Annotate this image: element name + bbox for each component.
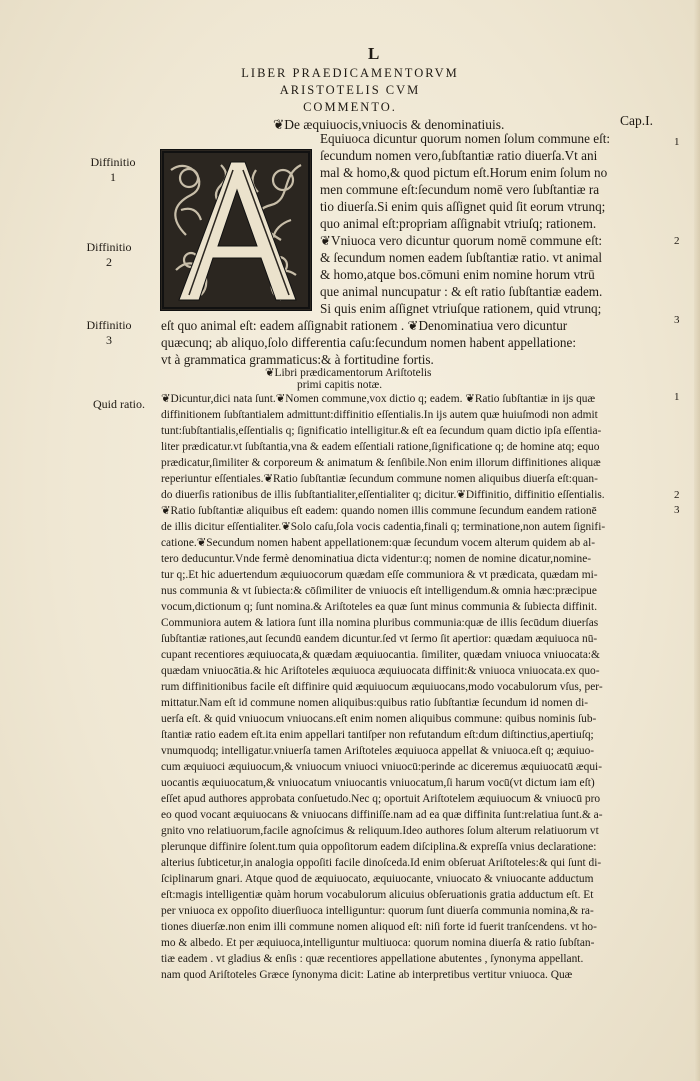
commentary-line: eſt:magis intelligentiæ quàm horum vocabulorum alicuius obſeruationis gratia adductum eſt. Et — [161, 889, 594, 901]
commentary-line: uerſa eſt. & quid vniuocum vniuocans.eſt enim nomen aliquibus commune: quibus nominis ſub- — [161, 713, 597, 725]
commentary-line: tero deducuntur.Vnde fermè denominatiua dicta videntur:q; nomen de nomine dicatur,nomine- — [161, 553, 592, 565]
commentary-line: nus communia & vt ſubiecta:& cōſimiliter de vniuocis eſt intelligendum.& omnia hæc:præcipue — [161, 585, 597, 597]
margin-note-number: 3 — [106, 333, 112, 347]
margin-note-diffinitio-1 — [78, 155, 148, 185]
floral-initial-icon — [161, 150, 311, 310]
commentary-line: reperiuntur eſſentiales.❦Ratio ſubſtantiæ ſecundum commune nomen aliquibus diuerſa eſt:quan- — [161, 473, 598, 485]
main-text-line: Equiuoca dicuntur quorum nomen ſolum commune eſt: — [320, 131, 611, 146]
commentary-line: ſubſtantiæ rationes,aut ſecundū eandem dicuntur.ſed vt ſermo ſit apertior: quædam æquiuoca nū- — [161, 633, 598, 645]
commentary-line: ſtantiæ ratio eadem eſt.ita enim appellari tantiſper non refutandum eſt:dum diſtinctius,apertiuſq; — [161, 729, 594, 741]
commentary-line: liter prædicatur.vt ſubſtantia,vna & eadem eſſentiali ratione,ſignificatione q; de homine atq; equo — [161, 441, 600, 453]
main-text-line: & homo,atque bos.cōmuni enim nomine horum vtrū — [320, 267, 595, 282]
main-text-line: tio diuerſa.Si enim quis aſſignet quid ſit eorum vtrunq; — [320, 199, 606, 214]
commentary-line: Communiora autem & latiora ſunt illa nomina pluribus communia:quæ de illis ſecūdum diuerſas — [161, 617, 599, 629]
commentary-line: ❦Dicuntur,dici nata ſunt.❦Nomen commune,vox dictio q; eadem. ❦Ratio ſubſtantiæ in ijs quæ — [161, 393, 596, 405]
commentary-line: mo & albedo. Et per æquiuoca,intelliguntur multiuoca: quorum nomina diuerſa & ratio ſubſtan- — [161, 937, 595, 949]
margin-note-text: Diffinitio — [86, 240, 132, 254]
right-margin-number: 2 — [674, 235, 680, 247]
commentary-line: nam quod Ariſtoteles Græce ſynonyma dicit: Latine ab interpretibus vertitur vniuoca. Quæ — [161, 969, 573, 981]
main-text-line: que animal nuncupatur : & eſt ratio ſubſtantiæ eadem. — [320, 284, 603, 299]
right-margin-number: 1 — [674, 136, 680, 148]
commentary-line: quædam vniuocātia.& hic Ariſtoteles æquiuoca æquiuocata diffinit:& vniuoca vniuocata.ex quo- — [161, 665, 600, 677]
right-margin-number: 3 — [674, 314, 680, 326]
commentary-line: uocantis æquiuocatum,& vniuocatum vniuocantis vniuocatum,ſi harum vocū(vt dictum iam eſt) — [161, 777, 595, 789]
commentary-line: mittatur.Nam eſt id commune nomen aliquibus:quibus ratio ſubſtantiæ ſecundum id nomen di- — [161, 697, 589, 709]
commentary-line: alterius ſubticetur,in analogia oppoſiti facile dinoſceda.Id enim obſeruat Ariſtoteles:& qui ſunt di- — [161, 857, 602, 869]
book-title-line-2: ARISTOTELIS CVM — [279, 83, 421, 97]
decorated-initial-letter — [160, 149, 312, 311]
commentary-line: eſſet apud authores approbata conſuetudo.Nec q; oportuit Ariſtotelem æquiuocum & vniuocū pro — [161, 793, 601, 805]
commentary-line: tunt:ſubſtantialis,eſſentialis q; ſignificatio intelligitur.& eſt ea ſecundum quam dictio ipſa eſſentia- — [161, 425, 602, 437]
commentary-line: tiæ eadem . vt gladius & enſis : quæ recentiores appellatione abutentes , ſynonyma appellant. — [161, 953, 584, 965]
main-text-line: quo animal eſt:propriam aſſignabit vtriuſq; rationem. — [320, 216, 597, 231]
commentary-line: diffinitionem ſubſtantialem admittunt:diffinitio eſſentialis.In ijs autem quæ huiuſmodi non admit — [161, 409, 598, 421]
chapter-number: Cap.I. — [620, 113, 653, 128]
margin-note-number: 2 — [106, 255, 112, 269]
right-margin-number: 3 — [674, 504, 680, 516]
commentary-line: ❦Ratio ſubſtantiæ aliquibus eſt eadem: quando nomen illis commune ſecundum eandem rationē — [161, 505, 597, 517]
main-text-line: vt à grammatica grammaticus:& à fortitudine fortis. — [161, 352, 434, 367]
commentary-line: per vniuoca ex oppoſito diuerſiuoca intelliguntur: quorum ſunt diuerſa communia nomina,& ra- — [161, 905, 594, 917]
right-margin-number: 2 — [674, 489, 680, 501]
margin-note-number: 1 — [110, 170, 116, 184]
commentary-line: plerunque diffinire ſolent.tum quia oppoſitorum eadem diſciplina.& expreſſa vnius declaratione: — [161, 841, 597, 853]
main-text-line: ſecundum nomen vero,ſubſtantiæ ratio diuerſa.Vt ani — [320, 148, 598, 163]
page-edge — [694, 0, 700, 1081]
commentary-title-line-1: ❦Libri prædicamentorum Ariſtotelis — [265, 367, 432, 379]
main-text-line: men commune eſt:ſecundum nomē vero ſubſtantiæ ra — [320, 182, 600, 197]
main-text-line: & ſecundum nomen eadem ſubſtantiæ ratio. vt animal — [320, 250, 602, 265]
book-title-line-3: COMMENTO. — [303, 100, 397, 114]
commentary-line: eo quod vocant æquiuocans & vniuocans diffiniſſe.nam ad ea quæ diffinita ſunt:relatiua ſunt.& a- — [161, 809, 603, 821]
commentary-line: catione.❦Secundum nomen habent appellationem:quæ ſecundum vocem alterum quidem ab al- — [161, 537, 596, 549]
margin-note-diffinitio-3 — [74, 318, 144, 348]
commentary-line: tiones diuerſæ.non enim illi commune nomen aliquod eſt: niſi forte id fuerit tranſcendens. vt ho- — [161, 921, 597, 933]
book-title-line-1: LIBER PRAEDICAMENTORVM — [241, 66, 459, 80]
margin-note-text: Diffinitio — [86, 318, 132, 332]
commentary-title-line-2: primi capitis notæ. — [297, 379, 383, 391]
margin-note-text: Quid ratio. — [93, 397, 145, 411]
main-text-line: Si quis enim aſſignet vtriuſque rationem, quid vtrunq; — [320, 301, 602, 316]
folio-letter: L — [368, 44, 380, 63]
commentary-line: de illis dicitur eſſentialiter.❦Solo caſu,ſola vocis cadentia,finali q; terminatione,non autem ſignifi- — [161, 521, 606, 533]
commentary-line: ſciplinarum gnari. Atque quod de æquiuocato, æquiuocante, vniuocato & vniuocante adductum — [161, 873, 594, 885]
margin-note-text: Diffinitio — [90, 155, 136, 169]
main-text-line: ❦Vniuoca vero dicuntur quorum nomē commune eſt: — [320, 233, 603, 248]
commentary-line: cupant recentiores æquiuocata,& quædam æquiuocantia. ſimiliter, quædam vniuoca vniuocata:& — [161, 649, 600, 661]
commentary-line: rum diffinitionibus facile eſt diffinire quid æquiuocum æquiuocans,modo vocabulorum vſus, per- — [161, 681, 603, 693]
commentary-line: vnumquodq; intelligatur.vniuerſa tamen Ariſtoteles æquiuoca appellat & vniuoca.eſt q; æquiuo- — [161, 745, 595, 757]
commentary-line: prædicatur,ſimiliter & corporeum & animatum & ſenſibile.Non enim illorum diffinitiones aliquæ — [161, 457, 601, 469]
commentary-line: cum æquiuoci æquiuocum,& vniuocum vniuoci vniuocū:perinde ac diceremus æquiuocatū æqui- — [161, 761, 602, 773]
commentary-line: tur q;.Et hic aduertendum æquiuocorum quædam eſſe communiora & vt prædicata, quædam mi- — [161, 569, 598, 581]
main-text-line: eſt quo animal eſt: eadem aſſignabit rationem . ❦Denominatiua vero dicuntur — [161, 318, 568, 333]
margin-note-diffinitio-2 — [74, 240, 144, 270]
commentary-line: do diuerſis rationibus de illis ſubſtantialiter,eſſentialiter q; dicitur.❦Diffinitio, diffinitio eſſentialis. — [161, 489, 605, 501]
commentary-line: gnito vno relatiuorum,facile agnoſcimus & reliquum.Ideo authores ſolum alterum relatiuorum vt — [161, 825, 599, 837]
right-margin-number: 1 — [674, 391, 680, 403]
main-text-line: quæcunq; ab aliquo,ſolo differentia caſu:ſecundum nomen habent appellatione: — [161, 335, 577, 350]
margin-note-quid-ratio — [82, 397, 156, 412]
main-text-line: mal & homo,& quod pictum eſt.Horum enim ſolum no — [320, 165, 608, 180]
chapter-subtitle: ❦De æquiuocis,vniuocis & denominatiuis. — [273, 117, 505, 132]
commentary-line: vocum,dictionum q; ſunt nomina.& Ariſtoteles ea quæ ſunt minus communia & ſubiecta diffinit. — [161, 601, 598, 613]
